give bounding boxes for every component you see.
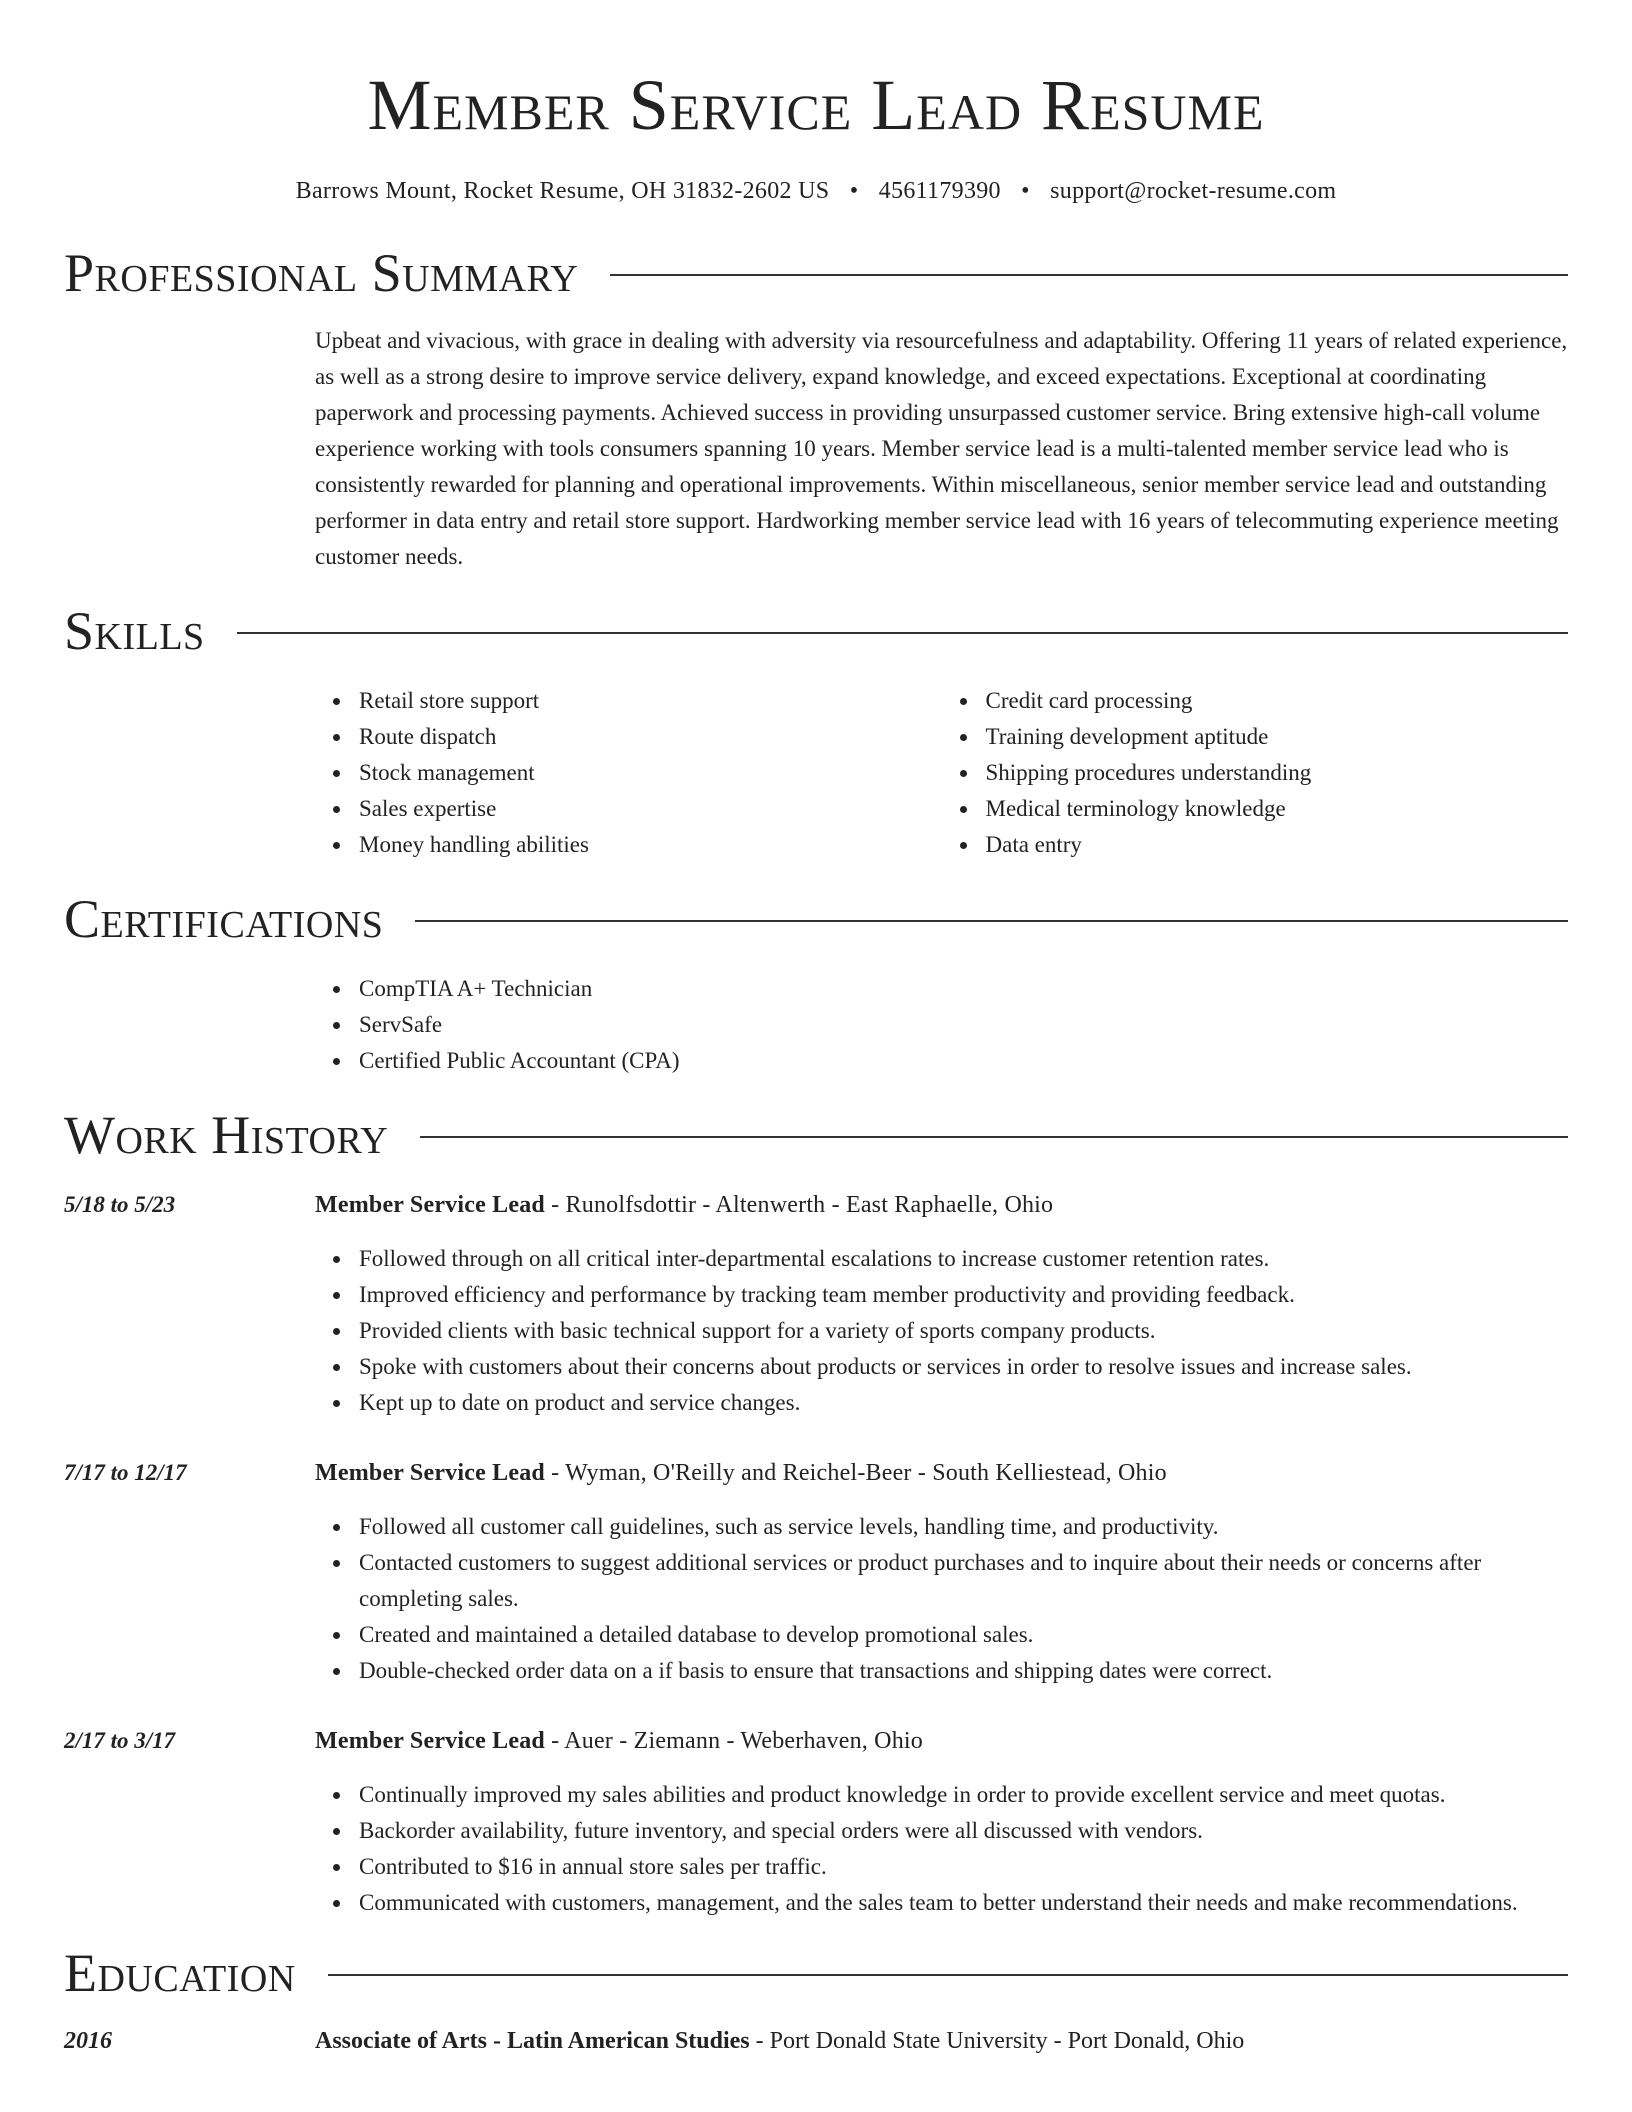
education-details [315, 2023, 1244, 2059]
job-bullet: Followed all customer call guidelines, such as service levels, handling time, and productivity. [359, 1509, 1568, 1545]
skills-list [315, 683, 1568, 863]
education-dates: 2016 [64, 2028, 112, 2054]
education-heading: Education [64, 1943, 296, 2003]
job-bullet: Provided clients with basic technical support for a variety of sports company products. [359, 1313, 1568, 1349]
certifications-section-header [64, 889, 1568, 949]
job-title: Member Service Lead [315, 1728, 545, 1754]
job-bullet: Continually improved my sales abilities and product knowledge in order to provide excellent service and meet quotas. [359, 1777, 1568, 1813]
section-divider [610, 274, 1568, 276]
skill-item: Stock management [359, 755, 942, 791]
skill-item: Retail store support [359, 683, 942, 719]
job-employer: - Wyman, O'Reilly and Reichel-Beer - South Kelliestead, Ohio [544, 1460, 1167, 1486]
job-dates: 7/17 to 12/17 [64, 1460, 187, 1485]
education-degree: Associate of Arts - Latin American Studies [315, 2028, 750, 2054]
summary-text: Upbeat and vivacious, with grace in dealing with adversity via resourcefulness and adaptability. Offering 11 years of related experience, as well as a strong desire to improve service delivery, expand knowledge, and exceed expectations. Exceptional at coordinating paperwork and processing payments. Achieved success in providing unsurpassed customer service. Bring extensive high-call volume experience working with tools consumers spanning 10 years. Member service lead is a multi-talented member service lead who is consistently rewarded for planning and operational improvements. Within miscellaneous, senior member service lead and outstanding performer in data entry and retail store support. Hardworking member service lead with 16 years of telecommuting experience meeting customer needs. [315, 328, 1568, 569]
job-bullet: Spoke with customers about their concerns about products or services in order to resolve issues and increase sales. [359, 1349, 1568, 1385]
certification-item: Certified Public Accountant (CPA) [359, 1043, 1568, 1079]
job-bullets [315, 1777, 1568, 1921]
job-bullet: Contributed to $16 in annual store sales per traffic. [359, 1849, 1568, 1885]
job-bullet: Backorder availability, future inventory, and special orders were all discussed with vendors. [359, 1813, 1568, 1849]
certification-item: ServSafe [359, 1007, 1568, 1043]
section-divider [420, 1136, 1568, 1138]
job-employer: - Runolfsdottir - Altenwerth - East Raphaelle, Ohio [544, 1192, 1054, 1218]
resume-page [64, 0, 1568, 2059]
job-bullet: Communicated with customers, management, and the sales team to better understand their needs and make recommendations. [359, 1885, 1568, 1921]
contact-separator: • [849, 178, 859, 204]
contact-separator: • [1021, 178, 1030, 204]
job-bullet: Created and maintained a detailed database to develop promotional sales. [359, 1617, 1568, 1653]
job-bullets [315, 1509, 1568, 1689]
education-school: - Port Donald State University - Port Donald, Ohio [749, 2028, 1245, 2054]
education-entry [64, 2023, 1568, 2059]
summary-section-header [64, 243, 1568, 303]
job-title-line [315, 1187, 1568, 1223]
job-employer: - Auer - Ziemann - Weberhaven, Ohio [544, 1728, 923, 1754]
skill-item: Route dispatch [359, 719, 942, 755]
education-section-header [64, 1943, 1568, 2003]
job-title-line [315, 1723, 1568, 1759]
skill-item: Shipping procedures understanding [986, 755, 1569, 791]
resume-title: Member Service Lead Resume [367, 65, 1265, 145]
skill-item: Data entry [986, 827, 1569, 863]
summary-heading: Professional Summary [64, 243, 579, 303]
contact-address: Barrows Mount, Rocket Resume, OH 31832-2602 US [295, 178, 830, 204]
skills-section-header [64, 601, 1568, 661]
certification-item: CompTIA A+ Technician [359, 971, 1568, 1007]
job-dates: 5/18 to 5/23 [64, 1192, 176, 1217]
skill-item: Credit card processing [986, 683, 1569, 719]
contact-phone: 4561179390 [878, 178, 1001, 204]
job-bullet: Kept up to date on product and service changes. [359, 1385, 1568, 1421]
skills-column-left [315, 683, 942, 863]
skill-item: Money handling abilities [359, 827, 942, 863]
job-bullet: Improved efficiency and performance by tracking team member productivity and providing feedback. [359, 1277, 1568, 1313]
job-entry [64, 1455, 1568, 1689]
job-entry [64, 1723, 1568, 1921]
job-bullet: Contacted customers to suggest additional services or product purchases and to inquire about their needs or concerns after completing sales. [359, 1545, 1568, 1617]
work-section-header [64, 1105, 1568, 1165]
skill-item: Training development aptitude [986, 719, 1569, 755]
job-title: Member Service Lead [315, 1460, 545, 1486]
section-divider [415, 920, 1568, 922]
skills-column-right [942, 683, 1569, 863]
job-bullet: Double-checked order data on a if basis to ensure that transactions and shipping dates were correct. [359, 1653, 1568, 1689]
certifications-heading: Certifications [64, 889, 384, 949]
job-title-line [315, 1455, 1568, 1491]
certifications-list [315, 971, 1568, 1079]
job-entry [64, 1187, 1568, 1421]
skills-heading: Skills [64, 601, 205, 661]
job-bullet: Followed through on all critical inter-departmental escalations to increase customer retention rates. [359, 1241, 1568, 1277]
work-heading: Work History [64, 1105, 389, 1165]
skill-item: Sales expertise [359, 791, 942, 827]
job-bullets [315, 1241, 1568, 1421]
job-title: Member Service Lead [315, 1192, 545, 1218]
contact-line [64, 178, 1568, 205]
section-divider [237, 632, 1568, 634]
job-dates: 2/17 to 3/17 [64, 1728, 176, 1753]
skill-item: Medical terminology knowledge [986, 791, 1569, 827]
section-divider [328, 1974, 1568, 1976]
contact-email: support@rocket-resume.com [1050, 178, 1337, 204]
